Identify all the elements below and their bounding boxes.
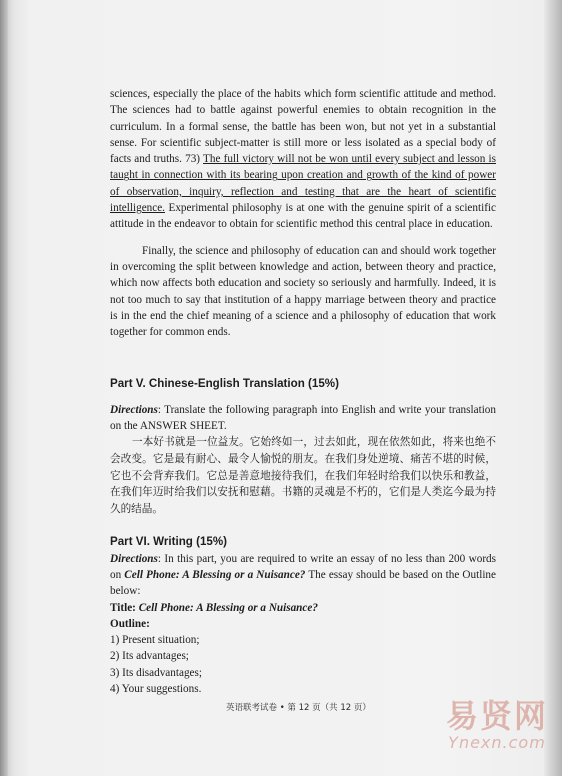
essay-title: Cell Phone: A Blessing or a Nuisance? bbox=[138, 601, 318, 614]
outline-item: 4) Your suggestions. bbox=[110, 682, 202, 695]
essay-title-inline: Cell Phone: A Blessing or a Nuisance? bbox=[124, 568, 306, 581]
part5-directions-text: : Translate the following paragraph into English and write your translation on the ANSWER SHEET. bbox=[110, 403, 496, 433]
watermark-cn: 易贤网 bbox=[445, 697, 548, 735]
question-73-underlined-sentence: The full victory will not be won until every subject and lesson is taught in connection with its bearing upon creation and growth of the kind of power of observation, inquiry, reflection and testing that are the heart of scientific intelligence. bbox=[110, 153, 497, 215]
page-right-edge bbox=[544, 0, 562, 776]
watermark-en: Ynexn.com bbox=[448, 733, 546, 752]
part5-heading: Part V. Chinese-English Translation (15%) bbox=[110, 377, 339, 391]
outline-item: 1) Present situation; bbox=[110, 634, 200, 647]
part6-directions-text-1: : In this part, you are required to write an essay of no less than 200 words on bbox=[110, 552, 496, 581]
passage-paragraph-2: Finally, the science and philosophy of education can and should work together in overcoming the split between knowledge and action, between theory and practice, which now affects both education and society so seriously and harmfully. Indeed, it is not too much to say that institution of a happy marriage between theory and practice is in the end the chief meaning of a science and a philosophy of education that work together for common ends. bbox=[110, 244, 496, 339]
title-label: Title bbox=[110, 601, 133, 614]
outline-line: Outline: bbox=[110, 617, 150, 630]
passage-text-after: Experimental philosophy is at one with the genuine spirit of a scientific attitude in the endeavor to obtain for scientific method this central place in education. bbox=[110, 202, 496, 231]
page-footer: 英语联考试卷 • 第 12 页（共 12 页） bbox=[226, 703, 371, 713]
part6-directions bbox=[110, 551, 496, 600]
outline-label: Outline bbox=[110, 617, 147, 630]
page-content bbox=[110, 86, 496, 697]
passage-paragraph-1 bbox=[110, 86, 496, 233]
watermark-logo bbox=[446, 698, 548, 752]
chinese-paragraph: 一本好书就是一位益友。它始终如一，过去如此，现在依然如此，将来也绝不会改变。它是最有耐心、最令人愉悦的朋友。在我们身处逆境、痛苦不堪的时候，它也不会背弃我们。它总是善意地接待我们，在我们年轻时给我们以快乐和教益，在我们年迈时给我们以安抚和慰藉。书籍的灵魂是不朽的，它们是人类迄今最为持久的结晶。 bbox=[110, 436, 496, 515]
essay-title-line: Title: Cell Phone: A Blessing or a Nuisance? bbox=[110, 601, 318, 614]
part6-directions-text-2: The essay should be based on the Outline below: bbox=[110, 568, 496, 598]
passage-text-before: sciences, especially the place of the habits which form scientific attitude and method. The sciences had to battle against powerful enemies to obtain recognition in the curriculum. In a formal sense, the battle has been won, but not yet in a substantial sense. For scientific subject-matter is still more or less isolated as a special body of facts and truths. 73) bbox=[110, 88, 496, 166]
part6-heading: Part VI. Writing (15%) bbox=[110, 535, 228, 549]
outline-item: 3) Its disadvantages; bbox=[110, 666, 202, 679]
page-left-edge bbox=[0, 0, 8, 776]
part5-directions-label: Directions bbox=[110, 403, 158, 416]
outline-item: 2) Its advantages; bbox=[110, 650, 189, 663]
part5-directions bbox=[110, 402, 496, 435]
part6-directions-label: Directions bbox=[110, 552, 158, 565]
